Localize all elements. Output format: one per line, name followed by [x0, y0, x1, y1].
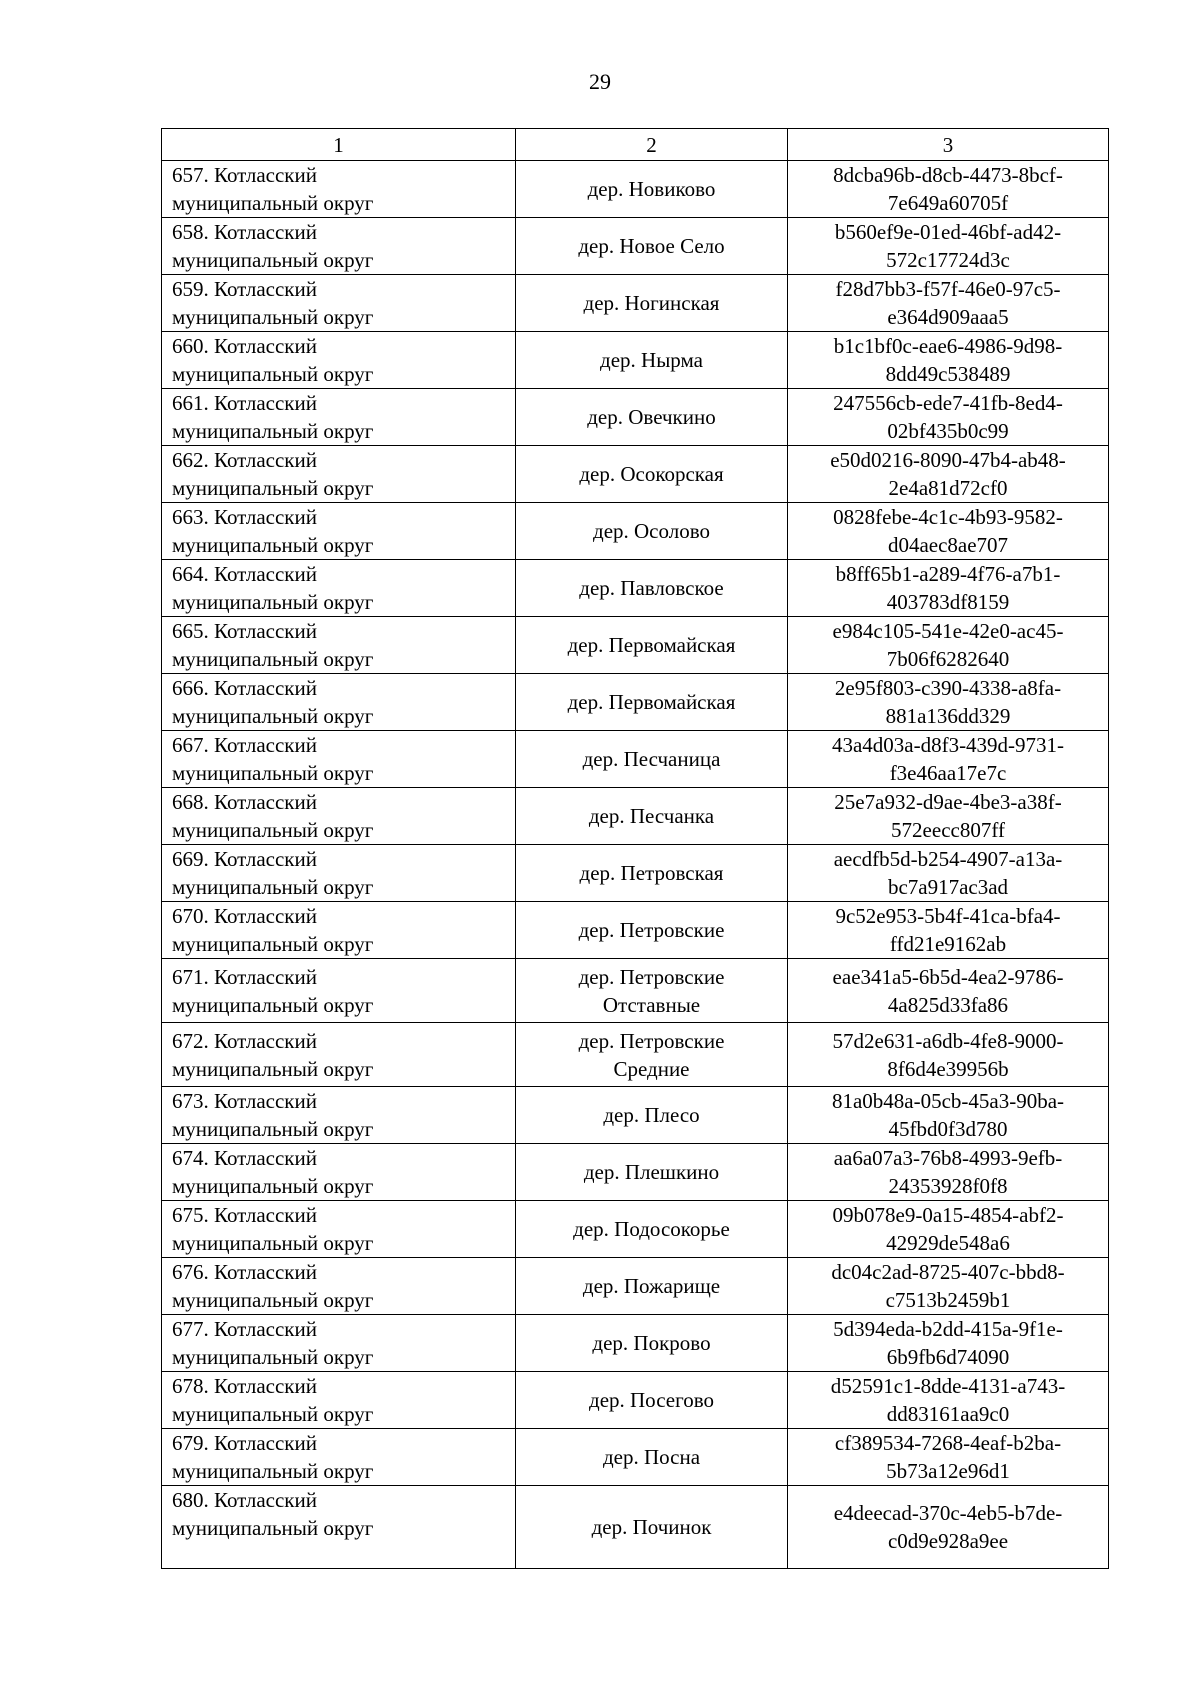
district-cell-line: муниципальный округ [172, 590, 374, 614]
table-row [162, 1023, 1109, 1087]
guid-cell [788, 560, 1109, 617]
locality-cell-line: дер. Петровская [579, 861, 724, 885]
guid-cell-line: 8dcba96b-d8cb-4473-8bcf- [833, 163, 1063, 187]
guid-cell-line: 2e95f803-c390-4338-a8fa- [834, 676, 1062, 700]
guid-cell [788, 1429, 1109, 1486]
guid-cell [788, 845, 1109, 902]
district-cell-line: 661. Котласский [172, 391, 317, 415]
settlements-table [161, 128, 1109, 1569]
locality-cell-line: дер. Петровские [578, 918, 725, 942]
locality-cell [516, 503, 788, 560]
locality-cell-line: дер. Осокорская [579, 462, 724, 486]
district-cell-line: муниципальный округ [172, 647, 374, 671]
guid-cell-line: dc04c2ad-8725-407c-bbd8- [831, 1260, 1065, 1284]
district-cell [162, 1087, 516, 1144]
guid-cell-line: 0828febe-4c1c-4b93-9582- [833, 505, 1063, 529]
district-cell-line: 680. Котласский [172, 1488, 317, 1512]
district-cell-line: муниципальный округ [172, 191, 374, 215]
guid-cell-line: c0d9e928a9ee [887, 1529, 1009, 1553]
district-cell-line: муниципальный округ [172, 1516, 374, 1540]
locality-cell [516, 1144, 788, 1201]
table-body [162, 161, 1109, 1569]
guid-cell-line: b8ff65b1-a289-4f76-a7b1- [835, 562, 1061, 586]
district-cell-line: 665. Котласский [172, 619, 317, 643]
guid-cell-line: 6b9fb6d74090 [886, 1345, 1010, 1369]
guid-cell [788, 218, 1109, 275]
guid-cell-line: 247556cb-ede7-41fb-8ed4- [833, 391, 1063, 415]
district-cell-line: муниципальный округ [172, 704, 374, 728]
locality-cell-line: дер. Петровские [578, 1028, 725, 1053]
locality-cell [516, 446, 788, 503]
guid-cell-line: 7e649a60705f [887, 191, 1009, 215]
locality-cell-line: дер. Овечкино [587, 405, 716, 429]
guid-cell [788, 1201, 1109, 1258]
district-cell-line: муниципальный округ [172, 1117, 374, 1141]
table-header-row [162, 129, 1109, 161]
district-cell [162, 1023, 516, 1087]
guid-cell-line: bc7a917ac3ad [887, 875, 1009, 899]
district-cell-line: муниципальный округ [172, 419, 374, 443]
locality-cell-line: дер. Покрово [592, 1331, 711, 1355]
locality-cell-line: дер. Осолово [593, 519, 710, 543]
guid-cell-line: aecdfb5d-b254-4907-a13a- [833, 847, 1063, 871]
guid-cell [788, 959, 1109, 1023]
guid-cell-line: ffd21e9162ab [889, 932, 1007, 956]
locality-cell-line: дер. Посегово [589, 1388, 714, 1412]
district-cell-line: муниципальный округ [172, 1231, 374, 1255]
locality-cell-line: дер. Пожарище [582, 1274, 721, 1298]
table-row [162, 389, 1109, 446]
guid-cell-line: e984c105-541e-42e0-ac45- [832, 619, 1064, 643]
locality-cell-line: дер. Плешкино [583, 1160, 720, 1184]
district-cell-line: 670. Котласский [172, 904, 317, 928]
guid-cell-line: eae341a5-6b5d-4ea2-9786- [832, 964, 1064, 989]
guid-cell-line: 02bf435b0c99 [887, 419, 1009, 443]
district-cell [162, 788, 516, 845]
district-cell [162, 560, 516, 617]
column-header-2: 2 [516, 129, 788, 161]
guid-cell-line: 45fbd0f3d780 [888, 1117, 1008, 1141]
guid-cell [788, 1315, 1109, 1372]
table-row [162, 1201, 1109, 1258]
district-cell [162, 1258, 516, 1315]
locality-cell [516, 902, 788, 959]
district-cell [162, 902, 516, 959]
locality-cell [516, 674, 788, 731]
guid-cell-line: 8f6d4e39956b [887, 1056, 1009, 1081]
guid-cell-line: 2e4a81d72cf0 [888, 476, 1008, 500]
guid-cell [788, 617, 1109, 674]
guid-cell-line: d52591c1-8dde-4131-a743- [830, 1374, 1066, 1398]
guid-cell-line: aa6a07a3-76b8-4993-9efb- [833, 1146, 1063, 1170]
locality-cell [516, 1258, 788, 1315]
guid-cell [788, 674, 1109, 731]
locality-cell-line: дер. Первомайская [567, 690, 736, 714]
guid-cell-line: b560ef9e-01ed-46bf-ad42- [834, 220, 1062, 244]
table-row [162, 275, 1109, 332]
table-row [162, 1315, 1109, 1372]
district-cell-line: муниципальный округ [172, 533, 374, 557]
locality-cell [516, 275, 788, 332]
table-row [162, 332, 1109, 389]
guid-cell-line: f28d7bb3-f57f-46e0-97c5- [835, 277, 1061, 301]
page-number: 29 [589, 69, 611, 94]
guid-cell-line: 81a0b48a-05cb-45a3-90ba- [831, 1089, 1065, 1113]
table-row [162, 218, 1109, 275]
table-row [162, 1087, 1109, 1144]
district-cell-line: муниципальный округ [172, 761, 374, 785]
district-cell [162, 332, 516, 389]
district-cell-line: 662. Котласский [172, 448, 317, 472]
column-header-3: 3 [788, 129, 1109, 161]
district-cell-line: муниципальный округ [172, 305, 374, 329]
district-cell-line: муниципальный округ [172, 1402, 374, 1426]
locality-cell [516, 161, 788, 218]
guid-cell-line: 25e7a932-d9ae-4be3-a38f- [834, 790, 1062, 814]
locality-cell-line: Отставные [602, 992, 701, 1017]
table-row [162, 902, 1109, 959]
district-cell-line: 672. Котласский [172, 1028, 317, 1053]
locality-cell [516, 1429, 788, 1486]
district-cell-line: 660. Котласский [172, 334, 317, 358]
guid-cell-line: 403783df8159 [886, 590, 1010, 614]
district-cell [162, 674, 516, 731]
district-cell-line: 669. Котласский [172, 847, 317, 871]
district-cell-line: 679. Котласский [172, 1431, 317, 1455]
locality-cell [516, 1372, 788, 1429]
guid-cell-line: 5d394eda-b2dd-415a-9f1e- [833, 1317, 1063, 1341]
district-cell-line: муниципальный округ [172, 992, 374, 1017]
guid-cell-line: c7513b2459b1 [885, 1288, 1011, 1312]
district-cell [162, 1144, 516, 1201]
guid-cell [788, 1144, 1109, 1201]
district-cell [162, 275, 516, 332]
district-cell [162, 446, 516, 503]
district-cell-line: 657. Котласский [172, 163, 317, 187]
locality-cell [516, 1023, 788, 1087]
district-cell [162, 1486, 516, 1569]
table-row [162, 446, 1109, 503]
guid-cell-line: f3e46aa17e7c [889, 761, 1007, 785]
guid-cell [788, 731, 1109, 788]
locality-cell-line: дер. Песчаница [582, 747, 721, 771]
guid-cell-line: 8dd49c538489 [885, 362, 1011, 386]
district-cell-line: муниципальный округ [172, 1174, 374, 1198]
guid-cell-line: 43a4d03a-d8f3-439d-9731- [831, 733, 1065, 757]
table-row [162, 845, 1109, 902]
table-row [162, 560, 1109, 617]
district-cell [162, 218, 516, 275]
locality-cell [516, 1315, 788, 1372]
district-cell-line: 674. Котласский [172, 1146, 317, 1170]
locality-cell [516, 617, 788, 674]
table-row [162, 1429, 1109, 1486]
district-cell-line: 677. Котласский [172, 1317, 317, 1341]
locality-cell [516, 1087, 788, 1144]
guid-cell-line: 881a136dd329 [885, 704, 1011, 728]
guid-cell [788, 902, 1109, 959]
guid-cell [788, 275, 1109, 332]
guid-cell-line: d04aec8ae707 [887, 533, 1009, 557]
guid-cell-line: 42929de548a6 [886, 1231, 1010, 1255]
district-cell-line: 659. Котласский [172, 277, 317, 301]
district-cell-line: 658. Котласский [172, 220, 317, 244]
guid-cell-line: 9c52e953-5b4f-41ca-bfa4- [835, 904, 1061, 928]
locality-cell [516, 1486, 788, 1569]
locality-cell-line: дер. Новиково [587, 177, 716, 201]
district-cell-line: 664. Котласский [172, 562, 317, 586]
locality-cell-line: дер. Петровские [578, 964, 725, 989]
guid-cell-line: 572eecc807ff [891, 818, 1005, 842]
district-cell [162, 1429, 516, 1486]
district-cell-line: 676. Котласский [172, 1260, 317, 1284]
district-cell-line: муниципальный округ [172, 932, 374, 956]
guid-cell-line: e364d909aaa5 [887, 305, 1009, 329]
locality-cell-line: Средние [613, 1056, 690, 1081]
table-row [162, 1372, 1109, 1429]
locality-cell [516, 959, 788, 1023]
locality-cell [516, 1201, 788, 1258]
guid-cell [788, 1372, 1109, 1429]
table-row [162, 1486, 1109, 1569]
guid-cell-line: 09b078e9-0a15-4854-abf2- [832, 1203, 1064, 1227]
guid-cell [788, 1087, 1109, 1144]
district-cell [162, 1315, 516, 1372]
district-cell-line: муниципальный округ [172, 476, 374, 500]
guid-cell [788, 161, 1109, 218]
guid-cell [788, 389, 1109, 446]
district-cell-line: муниципальный округ [172, 362, 374, 386]
guid-cell [788, 1486, 1109, 1569]
locality-cell-line: дер. Ногинская [583, 291, 720, 315]
guid-cell-line: e4deecad-370c-4eb5-b7de- [833, 1501, 1063, 1525]
guid-cell-line: 572c17724d3c [886, 248, 1010, 272]
table-row [162, 674, 1109, 731]
district-cell-line: 671. Котласский [172, 964, 317, 989]
table-row [162, 161, 1109, 218]
locality-cell-line: дер. Новое Село [578, 234, 725, 258]
guid-cell-line: 7b06f6282640 [886, 647, 1010, 671]
guid-cell-line: 5b73a12e96d1 [886, 1459, 1010, 1483]
district-cell [162, 389, 516, 446]
guid-cell-line: b1c1bf0c-eae6-4986-9d98- [833, 334, 1063, 358]
table-row [162, 503, 1109, 560]
district-cell-line: муниципальный округ [172, 818, 374, 842]
district-cell-line: муниципальный округ [172, 1459, 374, 1483]
column-header-1: 1 [162, 129, 516, 161]
locality-cell [516, 560, 788, 617]
table-row [162, 959, 1109, 1023]
table-row [162, 1258, 1109, 1315]
district-cell-line: муниципальный округ [172, 1056, 374, 1081]
locality-cell [516, 389, 788, 446]
guid-cell-line: dd83161aa9c0 [886, 1402, 1010, 1426]
locality-cell-line: дер. Павловское [579, 576, 724, 600]
guid-cell-line: cf389534-7268-4eaf-b2ba- [834, 1431, 1062, 1455]
district-cell-line: 668. Котласский [172, 790, 317, 814]
guid-cell [788, 788, 1109, 845]
district-cell-line: муниципальный округ [172, 248, 374, 272]
district-cell-line: 663. Котласский [172, 505, 317, 529]
district-cell-line: 666. Котласский [172, 676, 317, 700]
locality-cell [516, 731, 788, 788]
guid-cell-line: 57d2e631-a6db-4fe8-9000- [832, 1028, 1064, 1053]
locality-cell-line: дер. Песчанка [588, 804, 715, 828]
locality-cell-line: дер. Починок [591, 1515, 712, 1539]
locality-cell [516, 788, 788, 845]
locality-cell-line: дер. Посна [602, 1445, 701, 1469]
locality-cell-line: дер. Первомайская [567, 633, 736, 657]
district-cell [162, 731, 516, 788]
guid-cell [788, 446, 1109, 503]
guid-cell-line: 24353928f0f8 [888, 1174, 1008, 1198]
district-cell-line: муниципальный округ [172, 875, 374, 899]
district-cell-line: муниципальный округ [172, 1345, 374, 1369]
district-cell [162, 845, 516, 902]
guid-cell [788, 332, 1109, 389]
locality-cell [516, 845, 788, 902]
locality-cell [516, 332, 788, 389]
table-row [162, 788, 1109, 845]
district-cell [162, 161, 516, 218]
locality-cell-line: дер. Нырма [600, 348, 703, 372]
guid-cell-line: 4a825d33fa86 [887, 992, 1009, 1017]
district-cell [162, 503, 516, 560]
guid-cell [788, 1023, 1109, 1087]
district-cell-line: 678. Котласский [172, 1374, 317, 1398]
district-cell [162, 1201, 516, 1258]
table-row [162, 617, 1109, 674]
district-cell-line: 673. Котласский [172, 1089, 317, 1113]
guid-cell [788, 1258, 1109, 1315]
table-row [162, 1144, 1109, 1201]
district-cell-line: муниципальный округ [172, 1288, 374, 1312]
table-row [162, 731, 1109, 788]
district-cell [162, 959, 516, 1023]
locality-cell [516, 218, 788, 275]
guid-cell-line: e50d0216-8090-47b4-ab48- [830, 448, 1066, 472]
district-cell [162, 1372, 516, 1429]
locality-cell-line: дер. Плесо [603, 1103, 700, 1127]
locality-cell-line: дер. Подосокорье [573, 1217, 730, 1241]
district-cell-line: 667. Котласский [172, 733, 317, 757]
district-cell-line: 675. Котласский [172, 1203, 317, 1227]
district-cell [162, 617, 516, 674]
guid-cell [788, 503, 1109, 560]
